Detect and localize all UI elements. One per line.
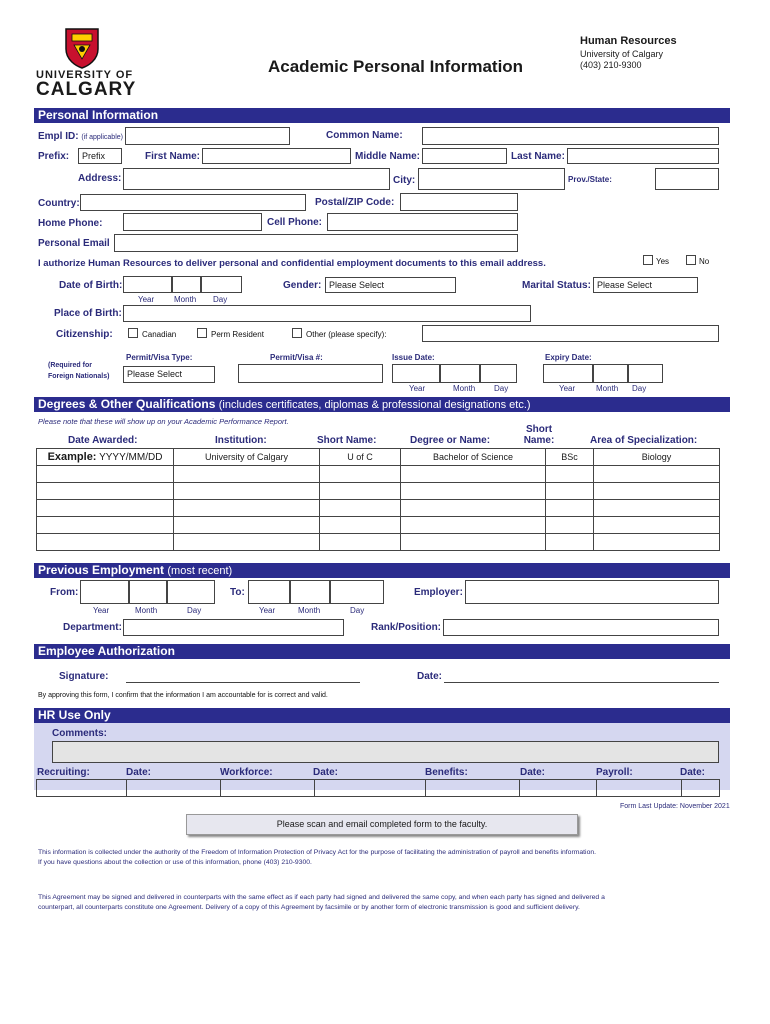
table-row[interactable] (37, 517, 720, 534)
home-phone-label: Home Phone: (38, 218, 103, 229)
issue-day-caption: Day (494, 384, 509, 393)
signature-label: Signature: (59, 671, 109, 682)
expiry-year-caption: Year (559, 384, 576, 393)
gender-label: Gender: (283, 280, 322, 291)
col-degree-name: Degree or Name: (410, 435, 491, 446)
permit-num-label: Permit/Visa #: (270, 353, 323, 362)
permit-type-select[interactable]: Please Select (123, 366, 215, 383)
example-degree: Bachelor of Science (401, 449, 546, 466)
first-name-label: First Name: (145, 151, 201, 162)
home-phone-field[interactable] (123, 213, 262, 231)
permit-num-field[interactable] (238, 364, 383, 383)
address-label: Address: (78, 173, 122, 184)
expiry-year-field[interactable] (543, 364, 593, 383)
dob-year-caption: Year (138, 295, 155, 304)
logo-text-line1: UNIVERSITY OF (36, 69, 134, 81)
dept-phone: (403) 210-9300 (580, 60, 642, 70)
issue-year-caption: Year (409, 384, 426, 393)
page-title: Academic Personal Information (268, 57, 524, 76)
dept-name: Human Resources (580, 35, 677, 47)
marital-select[interactable]: Please Select (593, 277, 698, 293)
signature-line[interactable] (126, 682, 360, 683)
department-label: Department: (63, 622, 122, 633)
col-short-name: Short Name: (317, 435, 377, 446)
place-of-birth-label: Place of Birth: (54, 308, 122, 319)
cell-phone-label: Cell Phone: (267, 217, 323, 228)
auth-date-line[interactable] (444, 682, 719, 683)
degrees-table (36, 448, 720, 551)
dob-day-field[interactable] (201, 276, 242, 293)
table-row[interactable] (37, 780, 720, 797)
table-row[interactable] (37, 466, 720, 483)
section-employee-authorization: Employee Authorization (34, 644, 730, 659)
payroll-date-label: Date: (680, 767, 706, 778)
first-name-field[interactable] (202, 148, 351, 164)
benefits-label: Benefits: (425, 767, 468, 778)
form-last-update: Form Last Update: November 2021 (620, 803, 730, 810)
workforce-date-label: Date: (313, 767, 339, 778)
empl-id-field[interactable] (125, 127, 290, 145)
cell-phone-field[interactable] (327, 213, 518, 231)
country-label: Country: (38, 198, 80, 209)
required-note-line1: (Required for (48, 362, 92, 369)
to-year-caption: Year (259, 606, 276, 615)
recruiting-date-label: Date: (126, 767, 152, 778)
dept-address: University of Calgary (580, 49, 664, 59)
rank-field[interactable] (443, 619, 719, 636)
dob-month-field[interactable] (172, 276, 201, 293)
dob-month-caption: Month (174, 295, 197, 304)
perm-resident-label: Perm Resident (211, 330, 264, 339)
personal-email-field[interactable] (114, 234, 518, 252)
empl-id-label: Empl ID: (if applicable) (38, 131, 123, 142)
address-field[interactable] (123, 168, 390, 190)
section-personal-info: Personal Information (34, 108, 730, 123)
other-citizenship-checkbox[interactable] (292, 328, 302, 338)
from-year-field[interactable] (80, 580, 129, 604)
crest-icon (64, 27, 100, 69)
dob-label: Date of Birth: (59, 280, 123, 291)
to-year-field[interactable] (248, 580, 290, 604)
payroll-label: Payroll: (596, 767, 633, 778)
benefits-date-label: Date: (520, 767, 546, 778)
from-month-caption: Month (135, 606, 158, 615)
section-previous-employment: Previous Employment (most recent) (34, 563, 730, 578)
hr-signoff-table (36, 779, 720, 797)
to-day-caption: Day (350, 606, 365, 615)
to-label: To: (230, 587, 245, 598)
middle-name-field[interactable] (422, 148, 507, 164)
from-year-caption: Year (93, 606, 110, 615)
authorization-statement: By approving this form, I confirm that the information I am accountable for is correct and valid. (38, 692, 328, 699)
marital-label: Marital Status: (522, 280, 591, 291)
employer-field[interactable] (465, 580, 719, 604)
example-short-name: U of C (320, 449, 401, 466)
table-row[interactable] (37, 500, 720, 517)
gender-select[interactable]: Please Select (325, 277, 456, 293)
dob-year-field[interactable] (123, 276, 172, 293)
example-date: Example: YYYY/MM/DD (37, 449, 174, 466)
to-month-caption: Month (298, 606, 321, 615)
comments-label: Comments: (52, 728, 108, 739)
dob-day-caption: Day (213, 295, 228, 304)
from-label: From: (50, 587, 79, 598)
privacy-notice-line2: If you have questions about the collection or use of this information, phone (403) 210-9300. (38, 859, 312, 866)
issue-month-caption: Month (453, 384, 476, 393)
prefix-label: Prefix: (38, 151, 70, 162)
col-degree-short-name: Short Name: (523, 424, 555, 446)
expiry-date-label: Expiry Date: (545, 353, 592, 362)
rank-label: Rank/Position: (371, 622, 442, 633)
authorize-yes-checkbox[interactable] (643, 255, 653, 265)
middle-name-label: Middle Name: (355, 151, 421, 162)
other-citizenship-field[interactable] (422, 325, 719, 342)
other-citizenship-label: Other (please specify): (306, 330, 387, 339)
authorize-statement: I authorize Human Resources to deliver personal and confidential employment documents to this email address. (38, 258, 546, 269)
example-area: Biology (594, 449, 720, 466)
citizenship-label: Citizenship: (56, 329, 113, 340)
agreement-line1: This Agreement may be signed and delivered in counterparts with the same effect as if each party had signed and delivered the same copy, and when each party has signed and delivered a (38, 894, 605, 901)
issue-day-field[interactable] (480, 364, 517, 383)
postal-label: Postal/ZIP Code: (315, 197, 395, 208)
permit-type-label: Permit/Visa Type: (126, 353, 193, 362)
expiry-month-field[interactable] (593, 364, 628, 383)
expiry-day-caption: Day (632, 384, 647, 393)
table-row[interactable] (37, 483, 720, 500)
workforce-label: Workforce: (220, 767, 273, 778)
city-field[interactable] (418, 168, 565, 190)
issue-year-field[interactable] (392, 364, 440, 383)
last-name-label: Last Name: (511, 151, 565, 162)
department-field[interactable] (123, 619, 344, 636)
employer-label: Employer: (414, 587, 463, 598)
prov-state-field[interactable] (655, 168, 719, 190)
from-month-field[interactable] (129, 580, 167, 604)
example-institution: University of Calgary (174, 449, 320, 466)
issue-month-field[interactable] (440, 364, 480, 383)
to-month-field[interactable] (290, 580, 330, 604)
country-field[interactable] (80, 194, 306, 211)
auth-date-label: Date: (417, 671, 443, 682)
to-day-field[interactable] (330, 580, 384, 604)
comments-field[interactable] (52, 741, 719, 763)
example-degree-short: BSc (546, 449, 594, 466)
common-name-field[interactable] (422, 127, 719, 145)
expiry-month-caption: Month (596, 384, 619, 393)
canadian-checkbox[interactable] (128, 328, 138, 338)
col-date-awarded: Date Awarded: (68, 435, 138, 446)
city-label: City: (393, 175, 416, 186)
authorize-no-label: No (699, 257, 710, 266)
table-row[interactable] (37, 534, 720, 551)
last-name-field[interactable] (567, 148, 719, 164)
place-of-birth-field[interactable] (123, 305, 531, 322)
prefix-select[interactable]: Prefix (78, 148, 122, 164)
privacy-notice-line1: This information is collected under the authority of the Freedom of Information Protection of Privacy Act for the purpose of facilitating the administration of payroll and benefits information. (38, 849, 597, 856)
postal-field[interactable] (400, 193, 518, 211)
scan-email-button[interactable]: Please scan and email completed form to the faculty. (186, 814, 578, 835)
personal-email-label: Personal Email (38, 238, 110, 249)
authorize-no-checkbox[interactable] (686, 255, 696, 265)
agreement-line2: counterpart, all counterparts constitute one Agreement. Delivery of a copy of this Agreement by facsimile or by another form of electronic transmission is good and sufficient delivery. (38, 904, 580, 911)
col-area-specialization: Area of Specialization: (590, 435, 698, 446)
prov-state-label: Prov./State: (568, 175, 612, 184)
perm-resident-checkbox[interactable] (197, 328, 207, 338)
logo-text-line2: CALGARY (36, 79, 137, 100)
expiry-day-field[interactable] (628, 364, 663, 383)
authorize-yes-label: Yes (656, 257, 670, 266)
recruiting-label: Recruiting: (37, 767, 90, 778)
col-institution: Institution: (215, 435, 267, 446)
table-row-example (37, 449, 720, 466)
from-day-caption: Day (187, 606, 202, 615)
from-day-field[interactable] (167, 580, 215, 604)
section-degrees: Degrees & Other Qualifications (includes certificates, diplomas & professional designations etc.) (34, 397, 730, 412)
required-note-line2: Foreign Nationals) (48, 373, 110, 380)
common-name-label: Common Name: (326, 130, 403, 141)
issue-date-label: Issue Date: (392, 353, 435, 362)
canadian-label: Canadian (142, 330, 177, 339)
degrees-note: Please note that these will show up on your Academic Performance Report. (38, 417, 289, 426)
section-hr-use-only: HR Use Only (34, 708, 730, 723)
